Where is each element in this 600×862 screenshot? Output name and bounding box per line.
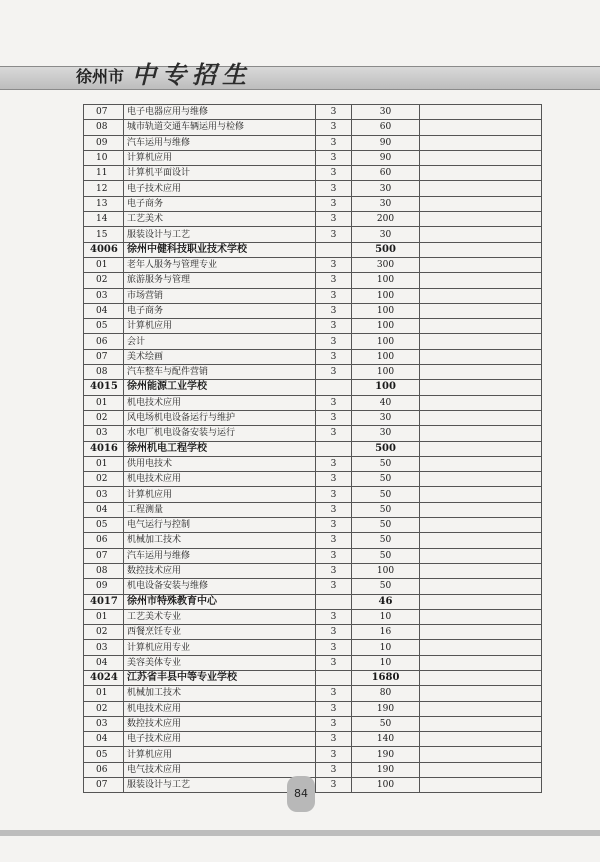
count-cell: 50	[352, 533, 420, 548]
years-cell: 3	[316, 120, 352, 135]
major-row	[84, 533, 542, 548]
count-cell: 50	[352, 548, 420, 563]
major-row	[84, 747, 542, 762]
code-cell: 02	[84, 273, 124, 288]
name-cell: 江苏省丰县中等专业学校	[124, 670, 316, 685]
name-cell: 机械加工技术	[124, 686, 316, 701]
years-cell	[316, 380, 352, 395]
count-cell: 46	[352, 594, 420, 609]
code-cell: 4006	[84, 242, 124, 257]
major-row	[84, 319, 542, 334]
name-cell: 徐州机电工程学校	[124, 441, 316, 456]
name-cell: 数控技术应用	[124, 716, 316, 731]
header-title: 徐州市	[76, 67, 125, 86]
count-cell: 80	[352, 686, 420, 701]
years-cell: 3	[316, 257, 352, 272]
major-row	[84, 487, 542, 502]
name-cell: 工艺美术专业	[124, 609, 316, 624]
major-row	[84, 288, 542, 303]
major-row	[84, 349, 542, 364]
years-cell: 3	[316, 166, 352, 181]
remark-cell	[420, 563, 542, 578]
code-cell: 05	[84, 518, 124, 533]
remark-cell	[420, 716, 542, 731]
count-cell: 100	[352, 334, 420, 349]
code-cell: 02	[84, 625, 124, 640]
code-cell: 07	[84, 105, 124, 120]
page-header	[0, 56, 600, 96]
remark-cell	[420, 609, 542, 624]
code-cell: 06	[84, 762, 124, 777]
remark-cell	[420, 380, 542, 395]
count-cell: 50	[352, 716, 420, 731]
enrollment-table-container	[83, 104, 541, 793]
name-cell: 会计	[124, 334, 316, 349]
count-cell: 100	[352, 380, 420, 395]
years-cell: 3	[316, 778, 352, 793]
code-cell: 09	[84, 135, 124, 150]
years-cell: 3	[316, 150, 352, 165]
major-row	[84, 548, 542, 563]
remark-cell	[420, 319, 542, 334]
name-cell: 城市轨道交通车辆运用与检修	[124, 120, 316, 135]
remark-cell	[420, 487, 542, 502]
years-cell: 3	[316, 105, 352, 120]
count-cell: 16	[352, 625, 420, 640]
code-cell: 10	[84, 150, 124, 165]
count-cell: 100	[352, 349, 420, 364]
remark-cell	[420, 548, 542, 563]
years-cell: 3	[316, 319, 352, 334]
count-cell: 50	[352, 502, 420, 517]
code-cell: 04	[84, 502, 124, 517]
remark-cell	[420, 135, 542, 150]
remark-cell	[420, 778, 542, 793]
name-cell: 服装设计与工艺	[124, 778, 316, 793]
major-row	[84, 456, 542, 471]
years-cell: 3	[316, 303, 352, 318]
major-row	[84, 196, 542, 211]
page-number: 84	[287, 776, 315, 812]
code-cell: 03	[84, 487, 124, 502]
major-row	[84, 426, 542, 441]
count-cell: 50	[352, 487, 420, 502]
name-cell: 服装设计与工艺	[124, 227, 316, 242]
remark-cell	[420, 273, 542, 288]
remark-cell	[420, 166, 542, 181]
remark-cell	[420, 686, 542, 701]
major-row	[84, 563, 542, 578]
code-cell: 03	[84, 640, 124, 655]
name-cell: 徐州能源工业学校	[124, 380, 316, 395]
major-row	[84, 625, 542, 640]
name-cell: 计算机应用	[124, 487, 316, 502]
remark-cell	[420, 747, 542, 762]
remark-cell	[420, 120, 542, 135]
major-row	[84, 150, 542, 165]
major-row	[84, 334, 542, 349]
major-row	[84, 472, 542, 487]
count-cell: 100	[352, 563, 420, 578]
name-cell: 计算机应用	[124, 150, 316, 165]
years-cell: 3	[316, 395, 352, 410]
years-cell: 3	[316, 579, 352, 594]
count-cell: 30	[352, 227, 420, 242]
years-cell	[316, 594, 352, 609]
school-row	[84, 380, 542, 395]
major-row	[84, 257, 542, 272]
code-cell: 03	[84, 426, 124, 441]
years-cell: 3	[316, 747, 352, 762]
years-cell: 3	[316, 456, 352, 471]
count-cell: 30	[352, 105, 420, 120]
remark-cell	[420, 701, 542, 716]
remark-cell	[420, 533, 542, 548]
count-cell: 190	[352, 747, 420, 762]
code-cell: 14	[84, 212, 124, 227]
years-cell: 3	[316, 227, 352, 242]
years-cell: 3	[316, 563, 352, 578]
years-cell	[316, 670, 352, 685]
major-row	[84, 518, 542, 533]
name-cell: 电子技术应用	[124, 732, 316, 747]
count-cell: 30	[352, 196, 420, 211]
remark-cell	[420, 762, 542, 777]
years-cell: 3	[316, 410, 352, 425]
major-row	[84, 701, 542, 716]
years-cell: 3	[316, 716, 352, 731]
code-cell: 04	[84, 732, 124, 747]
years-cell: 3	[316, 196, 352, 211]
count-cell: 190	[352, 701, 420, 716]
count-cell: 30	[352, 426, 420, 441]
footer-bar	[0, 830, 600, 836]
name-cell: 徐州市特殊教育中心	[124, 594, 316, 609]
count-cell: 100	[352, 288, 420, 303]
major-row	[84, 181, 542, 196]
remark-cell	[420, 426, 542, 441]
major-row	[84, 579, 542, 594]
major-row	[84, 227, 542, 242]
name-cell: 汽车运用与维修	[124, 135, 316, 150]
years-cell: 3	[316, 686, 352, 701]
major-row	[84, 166, 542, 181]
remark-cell	[420, 456, 542, 471]
remark-cell	[420, 502, 542, 517]
count-cell: 500	[352, 242, 420, 257]
name-cell: 工艺美术	[124, 212, 316, 227]
name-cell: 西餐烹饪专业	[124, 625, 316, 640]
code-cell: 01	[84, 686, 124, 701]
code-cell: 03	[84, 716, 124, 731]
count-cell: 50	[352, 579, 420, 594]
code-cell: 07	[84, 349, 124, 364]
count-cell: 140	[352, 732, 420, 747]
remark-cell	[420, 655, 542, 670]
code-cell: 06	[84, 334, 124, 349]
code-cell: 04	[84, 303, 124, 318]
name-cell: 电子电器应用与维修	[124, 105, 316, 120]
code-cell: 09	[84, 579, 124, 594]
remark-cell	[420, 334, 542, 349]
years-cell	[316, 242, 352, 257]
remark-cell	[420, 150, 542, 165]
name-cell: 计算机应用专业	[124, 640, 316, 655]
code-cell: 12	[84, 181, 124, 196]
count-cell: 190	[352, 762, 420, 777]
years-cell: 3	[316, 212, 352, 227]
code-cell: 03	[84, 288, 124, 303]
years-cell: 3	[316, 548, 352, 563]
years-cell: 3	[316, 135, 352, 150]
name-cell: 机电技术应用	[124, 395, 316, 410]
count-cell: 30	[352, 410, 420, 425]
remark-cell	[420, 518, 542, 533]
count-cell: 500	[352, 441, 420, 456]
code-cell: 02	[84, 410, 124, 425]
years-cell: 3	[316, 349, 352, 364]
remark-cell	[420, 181, 542, 196]
count-cell: 50	[352, 472, 420, 487]
name-cell: 汽车运用与维修	[124, 548, 316, 563]
major-row	[84, 762, 542, 777]
name-cell: 工程测量	[124, 502, 316, 517]
count-cell: 90	[352, 135, 420, 150]
years-cell: 3	[316, 655, 352, 670]
remark-cell	[420, 196, 542, 211]
years-cell: 3	[316, 732, 352, 747]
code-cell: 06	[84, 533, 124, 548]
major-row	[84, 732, 542, 747]
count-cell: 60	[352, 120, 420, 135]
name-cell: 计算机应用	[124, 747, 316, 762]
code-cell: 4015	[84, 380, 124, 395]
remark-cell	[420, 732, 542, 747]
name-cell: 数控技术应用	[124, 563, 316, 578]
code-cell: 4016	[84, 441, 124, 456]
remark-cell	[420, 472, 542, 487]
code-cell: 05	[84, 747, 124, 762]
remark-cell	[420, 365, 542, 380]
years-cell: 3	[316, 640, 352, 655]
code-cell: 15	[84, 227, 124, 242]
remark-cell	[420, 257, 542, 272]
school-row	[84, 670, 542, 685]
name-cell: 美术绘画	[124, 349, 316, 364]
code-cell: 05	[84, 319, 124, 334]
years-cell: 3	[316, 273, 352, 288]
enrollment-table	[83, 104, 542, 793]
count-cell: 10	[352, 640, 420, 655]
code-cell: 01	[84, 395, 124, 410]
code-cell: 11	[84, 166, 124, 181]
major-row	[84, 395, 542, 410]
name-cell: 机电设备安装与维修	[124, 579, 316, 594]
name-cell: 水电厂机电设备安装与运行	[124, 426, 316, 441]
code-cell: 07	[84, 778, 124, 793]
count-cell: 100	[352, 303, 420, 318]
major-row	[84, 273, 542, 288]
code-cell: 07	[84, 548, 124, 563]
count-cell: 100	[352, 319, 420, 334]
remark-cell	[420, 625, 542, 640]
remark-cell	[420, 212, 542, 227]
remark-cell	[420, 441, 542, 456]
major-row	[84, 365, 542, 380]
count-cell: 300	[352, 257, 420, 272]
code-cell: 13	[84, 196, 124, 211]
count-cell: 90	[352, 150, 420, 165]
count-cell: 10	[352, 655, 420, 670]
remark-cell	[420, 395, 542, 410]
years-cell: 3	[316, 625, 352, 640]
years-cell: 3	[316, 762, 352, 777]
count-cell: 100	[352, 365, 420, 380]
remark-cell	[420, 242, 542, 257]
school-row	[84, 242, 542, 257]
major-row	[84, 640, 542, 655]
name-cell: 电子商务	[124, 196, 316, 211]
code-cell: 08	[84, 365, 124, 380]
remark-cell	[420, 640, 542, 655]
count-cell: 100	[352, 778, 420, 793]
code-cell: 04	[84, 655, 124, 670]
major-row	[84, 135, 542, 150]
school-row	[84, 594, 542, 609]
code-cell: 02	[84, 701, 124, 716]
name-cell: 徐州中健科技职业技术学校	[124, 242, 316, 257]
years-cell: 3	[316, 365, 352, 380]
name-cell: 电气技术应用	[124, 762, 316, 777]
name-cell: 电子商务	[124, 303, 316, 318]
count-cell: 200	[352, 212, 420, 227]
name-cell: 供用电技术	[124, 456, 316, 471]
name-cell: 市场营销	[124, 288, 316, 303]
years-cell	[316, 441, 352, 456]
major-row	[84, 655, 542, 670]
name-cell: 电子技术应用	[124, 181, 316, 196]
remark-cell	[420, 288, 542, 303]
years-cell: 3	[316, 181, 352, 196]
school-row	[84, 441, 542, 456]
name-cell: 机电技术应用	[124, 701, 316, 716]
code-cell: 4024	[84, 670, 124, 685]
name-cell: 老年人服务与管理专业	[124, 257, 316, 272]
name-cell: 风电场机电设备运行与维护	[124, 410, 316, 425]
remark-cell	[420, 579, 542, 594]
years-cell: 3	[316, 288, 352, 303]
name-cell: 计算机应用	[124, 319, 316, 334]
code-cell: 08	[84, 563, 124, 578]
remark-cell	[420, 594, 542, 609]
remark-cell	[420, 105, 542, 120]
name-cell: 电气运行与控制	[124, 518, 316, 533]
count-cell: 1680	[352, 670, 420, 685]
name-cell: 机械加工技术	[124, 533, 316, 548]
header-logo: 中专招生	[132, 60, 252, 89]
name-cell: 机电技术应用	[124, 472, 316, 487]
code-cell: 08	[84, 120, 124, 135]
major-row	[84, 303, 542, 318]
major-row	[84, 410, 542, 425]
years-cell: 3	[316, 518, 352, 533]
count-cell: 100	[352, 273, 420, 288]
name-cell: 美容美体专业	[124, 655, 316, 670]
remark-cell	[420, 303, 542, 318]
name-cell: 汽车整车与配件营销	[124, 365, 316, 380]
count-cell: 30	[352, 181, 420, 196]
code-cell: 4017	[84, 594, 124, 609]
remark-cell	[420, 227, 542, 242]
years-cell: 3	[316, 502, 352, 517]
name-cell: 旅游服务与管理	[124, 273, 316, 288]
major-row	[84, 686, 542, 701]
years-cell: 3	[316, 472, 352, 487]
years-cell: 3	[316, 609, 352, 624]
enrollment-table-body	[84, 105, 542, 793]
code-cell: 02	[84, 472, 124, 487]
major-row	[84, 609, 542, 624]
years-cell: 3	[316, 533, 352, 548]
major-row	[84, 502, 542, 517]
years-cell: 3	[316, 701, 352, 716]
code-cell: 01	[84, 609, 124, 624]
major-row	[84, 120, 542, 135]
major-row	[84, 105, 542, 120]
remark-cell	[420, 349, 542, 364]
code-cell: 01	[84, 257, 124, 272]
major-row	[84, 212, 542, 227]
years-cell: 3	[316, 334, 352, 349]
count-cell: 10	[352, 609, 420, 624]
years-cell: 3	[316, 426, 352, 441]
code-cell: 01	[84, 456, 124, 471]
count-cell: 50	[352, 456, 420, 471]
count-cell: 40	[352, 395, 420, 410]
count-cell: 60	[352, 166, 420, 181]
count-cell: 50	[352, 518, 420, 533]
remark-cell	[420, 410, 542, 425]
remark-cell	[420, 670, 542, 685]
major-row	[84, 716, 542, 731]
name-cell: 计算机平面设计	[124, 166, 316, 181]
years-cell: 3	[316, 487, 352, 502]
